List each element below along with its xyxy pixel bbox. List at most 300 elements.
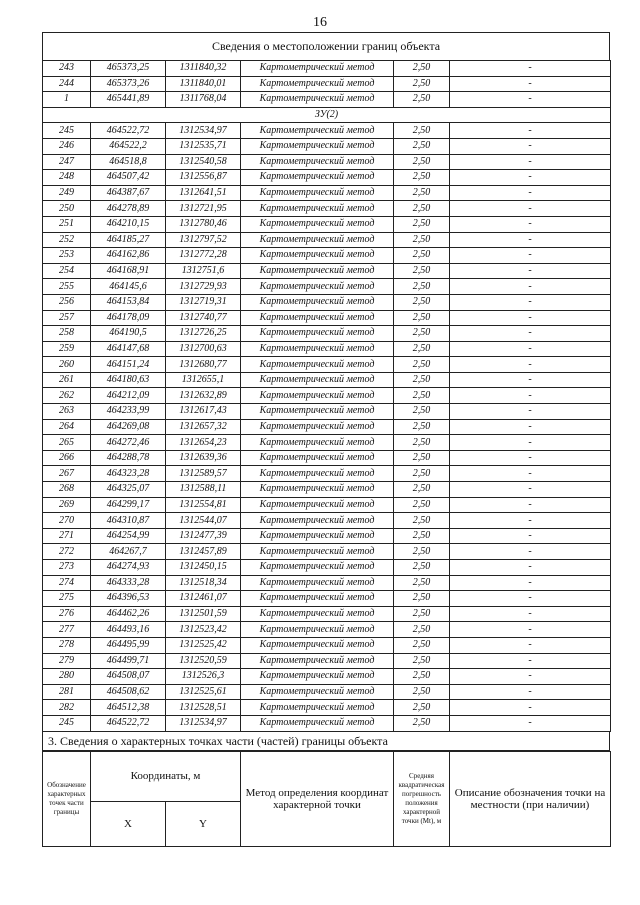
point-number: 277 — [43, 622, 91, 638]
method-cell: Картометрический метод — [241, 653, 394, 669]
table-row — [43, 76, 611, 92]
subsection-label: ЗУ(2) — [43, 107, 611, 123]
coord-y: 1312617,43 — [166, 404, 241, 420]
coord-y: 1311840,01 — [166, 76, 241, 92]
point-number: 278 — [43, 637, 91, 653]
coord-y: 1312588,11 — [166, 482, 241, 498]
table-row — [43, 357, 611, 373]
accuracy-cell: 2,50 — [394, 263, 450, 279]
point-number: 275 — [43, 591, 91, 607]
coord-x: 464493,16 — [91, 622, 166, 638]
description-cell: - — [450, 497, 611, 513]
coord-x: 464512,38 — [91, 700, 166, 716]
accuracy-cell: 2,50 — [394, 92, 450, 108]
description-cell: - — [450, 138, 611, 154]
part-header-table — [42, 751, 611, 847]
part-section-title: 3. Сведения о характерных точках части (частей) границы объекта — [42, 732, 610, 751]
method-cell: Картометрический метод — [241, 326, 394, 342]
accuracy-cell: 2,50 — [394, 76, 450, 92]
table-row — [43, 310, 611, 326]
point-number: 282 — [43, 700, 91, 716]
method-cell: Картометрический метод — [241, 341, 394, 357]
description-cell: - — [450, 341, 611, 357]
description-cell: - — [450, 263, 611, 279]
coord-x: 464180,63 — [91, 372, 166, 388]
coord-x: 464507,42 — [91, 170, 166, 186]
point-number: 259 — [43, 341, 91, 357]
coord-x: 464272,46 — [91, 435, 166, 451]
description-cell: - — [450, 185, 611, 201]
coord-y: 1312589,57 — [166, 466, 241, 482]
point-number: 245 — [43, 715, 91, 731]
coord-x: 464185,27 — [91, 232, 166, 248]
coord-x: 464462,26 — [91, 606, 166, 622]
accuracy-cell: 2,50 — [394, 404, 450, 420]
description-cell: - — [450, 310, 611, 326]
coord-y: 1312540,58 — [166, 154, 241, 170]
accuracy-cell: 2,50 — [394, 684, 450, 700]
table-row — [43, 606, 611, 622]
coord-x: 464299,17 — [91, 497, 166, 513]
table-row — [43, 513, 611, 529]
coord-y: 1312525,42 — [166, 637, 241, 653]
point-number: 257 — [43, 310, 91, 326]
point-number: 264 — [43, 419, 91, 435]
method-cell: Картометрический метод — [241, 497, 394, 513]
table-row — [43, 279, 611, 295]
header-point-label: Обозначение характерных точек части границы — [43, 751, 91, 846]
accuracy-cell: 2,50 — [394, 216, 450, 232]
coord-x: 464153,84 — [91, 294, 166, 310]
coord-x: 465373,26 — [91, 76, 166, 92]
table-row — [43, 185, 611, 201]
point-number: 276 — [43, 606, 91, 622]
method-cell: Картометрический метод — [241, 513, 394, 529]
coord-y: 1312772,28 — [166, 248, 241, 264]
accuracy-cell: 2,50 — [394, 637, 450, 653]
coord-y: 1312528,51 — [166, 700, 241, 716]
coord-y: 1312641,51 — [166, 185, 241, 201]
point-number: 263 — [43, 404, 91, 420]
description-cell: - — [450, 201, 611, 217]
accuracy-cell: 2,50 — [394, 700, 450, 716]
coord-y: 1311840,32 — [166, 61, 241, 77]
table-row — [43, 544, 611, 560]
table-row — [43, 341, 611, 357]
coord-x: 464325,07 — [91, 482, 166, 498]
coord-y: 1312457,89 — [166, 544, 241, 560]
method-cell: Картометрический метод — [241, 482, 394, 498]
table-row — [43, 450, 611, 466]
coord-x: 464168,91 — [91, 263, 166, 279]
accuracy-cell: 2,50 — [394, 544, 450, 560]
table-row — [43, 466, 611, 482]
method-cell: Картометрический метод — [241, 216, 394, 232]
coord-x: 464508,62 — [91, 684, 166, 700]
accuracy-cell: 2,50 — [394, 528, 450, 544]
main-rows — [43, 123, 611, 731]
description-cell: - — [450, 248, 611, 264]
coord-y: 1312655,1 — [166, 372, 241, 388]
point-number: 273 — [43, 560, 91, 576]
point-number: 271 — [43, 528, 91, 544]
point-number: 262 — [43, 388, 91, 404]
coord-x: 464522,2 — [91, 138, 166, 154]
point-number: 245 — [43, 123, 91, 139]
description-cell: - — [450, 450, 611, 466]
method-cell: Картометрический метод — [241, 622, 394, 638]
coord-y: 1312534,97 — [166, 715, 241, 731]
method-cell: Картометрический метод — [241, 61, 394, 77]
table-row — [43, 92, 611, 108]
coord-x: 464499,71 — [91, 653, 166, 669]
description-cell: - — [450, 123, 611, 139]
coord-x: 465373,25 — [91, 61, 166, 77]
description-cell: - — [450, 294, 611, 310]
point-number: 281 — [43, 684, 91, 700]
method-cell: Картометрический метод — [241, 123, 394, 139]
accuracy-cell: 2,50 — [394, 310, 450, 326]
coord-y: 1312632,89 — [166, 388, 241, 404]
description-cell: - — [450, 560, 611, 576]
point-number: 266 — [43, 450, 91, 466]
description-cell: - — [450, 170, 611, 186]
accuracy-cell: 2,50 — [394, 450, 450, 466]
accuracy-cell: 2,50 — [394, 61, 450, 77]
coord-x: 464145,6 — [91, 279, 166, 295]
method-cell: Картометрический метод — [241, 310, 394, 326]
header-description: Описание обозначения точки на местности (при наличии) — [450, 751, 611, 846]
coord-y: 1312554,81 — [166, 497, 241, 513]
point-number: 270 — [43, 513, 91, 529]
description-cell: - — [450, 357, 611, 373]
method-cell: Картометрический метод — [241, 560, 394, 576]
description-cell: - — [450, 216, 611, 232]
method-cell: Картометрический метод — [241, 606, 394, 622]
point-number: 261 — [43, 372, 91, 388]
description-cell: - — [450, 326, 611, 342]
accuracy-cell: 2,50 — [394, 466, 450, 482]
description-cell: - — [450, 528, 611, 544]
coord-y: 1312740,77 — [166, 310, 241, 326]
coord-x: 464178,09 — [91, 310, 166, 326]
description-cell: - — [450, 622, 611, 638]
method-cell: Картометрический метод — [241, 138, 394, 154]
description-cell: - — [450, 61, 611, 77]
point-number: 258 — [43, 326, 91, 342]
method-cell: Картометрический метод — [241, 669, 394, 685]
description-cell: - — [450, 606, 611, 622]
accuracy-cell: 2,50 — [394, 357, 450, 373]
description-cell: - — [450, 372, 611, 388]
description-cell: - — [450, 404, 611, 420]
coord-x: 464310,87 — [91, 513, 166, 529]
description-cell: - — [450, 92, 611, 108]
description-cell: - — [450, 482, 611, 498]
coord-y: 1312721,95 — [166, 201, 241, 217]
coord-y: 1312450,15 — [166, 560, 241, 576]
method-cell: Картометрический метод — [241, 92, 394, 108]
method-cell: Картометрический метод — [241, 201, 394, 217]
accuracy-cell: 2,50 — [394, 123, 450, 139]
description-cell: - — [450, 513, 611, 529]
accuracy-cell: 2,50 — [394, 606, 450, 622]
description-cell: - — [450, 653, 611, 669]
method-cell: Картометрический метод — [241, 154, 394, 170]
accuracy-cell: 2,50 — [394, 575, 450, 591]
table-row — [43, 637, 611, 653]
method-cell: Картометрический метод — [241, 279, 394, 295]
method-cell: Картометрический метод — [241, 372, 394, 388]
method-cell: Картометрический метод — [241, 700, 394, 716]
coordinates-table — [42, 60, 611, 732]
description-cell: - — [450, 388, 611, 404]
header-x: X — [91, 801, 166, 846]
table-row — [43, 372, 611, 388]
document-sheet — [42, 32, 610, 847]
point-number: 265 — [43, 435, 91, 451]
coord-y: 1312654,23 — [166, 435, 241, 451]
coord-y: 1312534,97 — [166, 123, 241, 139]
accuracy-cell: 2,50 — [394, 653, 450, 669]
point-number: 256 — [43, 294, 91, 310]
coord-x: 464162,86 — [91, 248, 166, 264]
accuracy-cell: 2,50 — [394, 294, 450, 310]
method-cell: Картометрический метод — [241, 544, 394, 560]
accuracy-cell: 2,50 — [394, 482, 450, 498]
coord-x: 464190,5 — [91, 326, 166, 342]
table-row — [43, 684, 611, 700]
point-number: 279 — [43, 653, 91, 669]
table-row — [43, 497, 611, 513]
top-rows — [43, 61, 611, 108]
coord-x: 464495,99 — [91, 637, 166, 653]
method-cell: Картометрический метод — [241, 466, 394, 482]
point-number: 247 — [43, 154, 91, 170]
table-row — [43, 248, 611, 264]
coord-x: 464210,15 — [91, 216, 166, 232]
table-row — [43, 263, 611, 279]
table-row — [43, 622, 611, 638]
coord-x: 464323,28 — [91, 466, 166, 482]
description-cell: - — [450, 637, 611, 653]
method-cell: Картометрический метод — [241, 528, 394, 544]
description-cell: - — [450, 419, 611, 435]
table-row — [43, 388, 611, 404]
coord-y: 1312526,3 — [166, 669, 241, 685]
point-number: 280 — [43, 669, 91, 685]
coord-y: 1312523,42 — [166, 622, 241, 638]
coord-y: 1312751,6 — [166, 263, 241, 279]
method-cell: Картометрический метод — [241, 715, 394, 731]
method-cell: Картометрический метод — [241, 263, 394, 279]
description-cell: - — [450, 435, 611, 451]
coord-x: 464151,24 — [91, 357, 166, 373]
coord-y: 1312680,77 — [166, 357, 241, 373]
table-row — [43, 216, 611, 232]
point-number: 268 — [43, 482, 91, 498]
accuracy-cell: 2,50 — [394, 138, 450, 154]
subsection-row — [43, 107, 611, 123]
method-cell: Картометрический метод — [241, 76, 394, 92]
coord-x: 465441,89 — [91, 92, 166, 108]
description-cell: - — [450, 154, 611, 170]
coord-x: 464233,99 — [91, 404, 166, 420]
coord-x: 464212,09 — [91, 388, 166, 404]
table-row — [43, 591, 611, 607]
accuracy-cell: 2,50 — [394, 248, 450, 264]
coord-y: 1312797,52 — [166, 232, 241, 248]
accuracy-cell: 2,50 — [394, 715, 450, 731]
accuracy-cell: 2,50 — [394, 232, 450, 248]
coord-x: 464333,28 — [91, 575, 166, 591]
point-number: 254 — [43, 263, 91, 279]
coord-x: 464387,67 — [91, 185, 166, 201]
coord-x: 464522,72 — [91, 715, 166, 731]
accuracy-cell: 2,50 — [394, 279, 450, 295]
table-row — [43, 154, 611, 170]
coord-x: 464267,7 — [91, 544, 166, 560]
description-cell: - — [450, 591, 611, 607]
header-coords: Координаты, м — [91, 751, 241, 801]
coord-x: 464396,53 — [91, 591, 166, 607]
method-cell: Картометрический метод — [241, 450, 394, 466]
coord-y: 1312639,36 — [166, 450, 241, 466]
accuracy-cell: 2,50 — [394, 513, 450, 529]
description-cell: - — [450, 669, 611, 685]
description-cell: - — [450, 76, 611, 92]
coord-y: 1312700,63 — [166, 341, 241, 357]
point-number: 1 — [43, 92, 91, 108]
coord-y: 1312556,87 — [166, 170, 241, 186]
coord-y: 1312726,25 — [166, 326, 241, 342]
method-cell: Картометрический метод — [241, 419, 394, 435]
coord-y: 1311768,04 — [166, 92, 241, 108]
coord-x: 464518,8 — [91, 154, 166, 170]
accuracy-cell: 2,50 — [394, 591, 450, 607]
table-row — [43, 404, 611, 420]
accuracy-cell: 2,50 — [394, 326, 450, 342]
method-cell: Картометрический метод — [241, 294, 394, 310]
coord-x: 464278,89 — [91, 201, 166, 217]
description-cell: - — [450, 232, 611, 248]
point-number: 249 — [43, 185, 91, 201]
point-number: 248 — [43, 170, 91, 186]
header-accuracy: Средняя квадратическая погрешность положения характерной точки (Mt), м — [394, 751, 450, 846]
table-row — [43, 653, 611, 669]
table-row — [43, 528, 611, 544]
coord-y: 1312544,07 — [166, 513, 241, 529]
coord-y: 1312780,46 — [166, 216, 241, 232]
description-cell: - — [450, 279, 611, 295]
point-number: 253 — [43, 248, 91, 264]
coord-x: 464522,72 — [91, 123, 166, 139]
coord-y: 1312729,93 — [166, 279, 241, 295]
point-number: 251 — [43, 216, 91, 232]
page-number: 16 — [313, 15, 327, 30]
description-cell: - — [450, 715, 611, 731]
coord-y: 1312461,07 — [166, 591, 241, 607]
method-cell: Картометрический метод — [241, 232, 394, 248]
coord-x: 464147,68 — [91, 341, 166, 357]
table-row — [43, 669, 611, 685]
table-row — [43, 482, 611, 498]
accuracy-cell: 2,50 — [394, 435, 450, 451]
method-cell: Картометрический метод — [241, 435, 394, 451]
table-row — [43, 294, 611, 310]
coord-x: 464508,07 — [91, 669, 166, 685]
method-cell: Картометрический метод — [241, 388, 394, 404]
table-row — [43, 560, 611, 576]
coord-y: 1312477,39 — [166, 528, 241, 544]
coord-y: 1312657,32 — [166, 419, 241, 435]
description-cell: - — [450, 575, 611, 591]
point-number: 246 — [43, 138, 91, 154]
table-row — [43, 715, 611, 731]
section-title: Сведения о местоположении границ объекта — [42, 32, 610, 60]
point-number: 244 — [43, 76, 91, 92]
accuracy-cell: 2,50 — [394, 372, 450, 388]
coord-x: 464269,08 — [91, 419, 166, 435]
table-row — [43, 419, 611, 435]
method-cell: Картометрический метод — [241, 357, 394, 373]
method-cell: Картометрический метод — [241, 248, 394, 264]
method-cell: Картометрический метод — [241, 185, 394, 201]
point-number: 255 — [43, 279, 91, 295]
method-cell: Картометрический метод — [241, 575, 394, 591]
accuracy-cell: 2,50 — [394, 201, 450, 217]
coord-x: 464274,93 — [91, 560, 166, 576]
coord-x: 464254,99 — [91, 528, 166, 544]
method-cell: Картометрический метод — [241, 170, 394, 186]
accuracy-cell: 2,50 — [394, 341, 450, 357]
accuracy-cell: 2,50 — [394, 388, 450, 404]
table-row — [43, 435, 611, 451]
accuracy-cell: 2,50 — [394, 154, 450, 170]
method-cell: Картометрический метод — [241, 591, 394, 607]
accuracy-cell: 2,50 — [394, 560, 450, 576]
method-cell: Картометрический метод — [241, 404, 394, 420]
coord-y: 1312520,59 — [166, 653, 241, 669]
table-row — [43, 170, 611, 186]
description-cell: - — [450, 466, 611, 482]
method-cell: Картометрический метод — [241, 637, 394, 653]
point-number: 274 — [43, 575, 91, 591]
point-number: 267 — [43, 466, 91, 482]
table-row — [43, 123, 611, 139]
point-number: 250 — [43, 201, 91, 217]
accuracy-cell: 2,50 — [394, 185, 450, 201]
description-cell: - — [450, 544, 611, 560]
point-number: 243 — [43, 61, 91, 77]
description-cell: - — [450, 684, 611, 700]
coord-y: 1312501,59 — [166, 606, 241, 622]
table-row — [43, 575, 611, 591]
coord-y: 1312525,61 — [166, 684, 241, 700]
accuracy-cell: 2,50 — [394, 170, 450, 186]
accuracy-cell: 2,50 — [394, 419, 450, 435]
header-method: Метод определения координат характерной точки — [241, 751, 394, 846]
coord-x: 464288,78 — [91, 450, 166, 466]
point-number: 272 — [43, 544, 91, 560]
table-row — [43, 138, 611, 154]
table-row — [43, 700, 611, 716]
accuracy-cell: 2,50 — [394, 622, 450, 638]
table-row — [43, 61, 611, 77]
point-number: 252 — [43, 232, 91, 248]
accuracy-cell: 2,50 — [394, 497, 450, 513]
method-cell: Картометрический метод — [241, 684, 394, 700]
